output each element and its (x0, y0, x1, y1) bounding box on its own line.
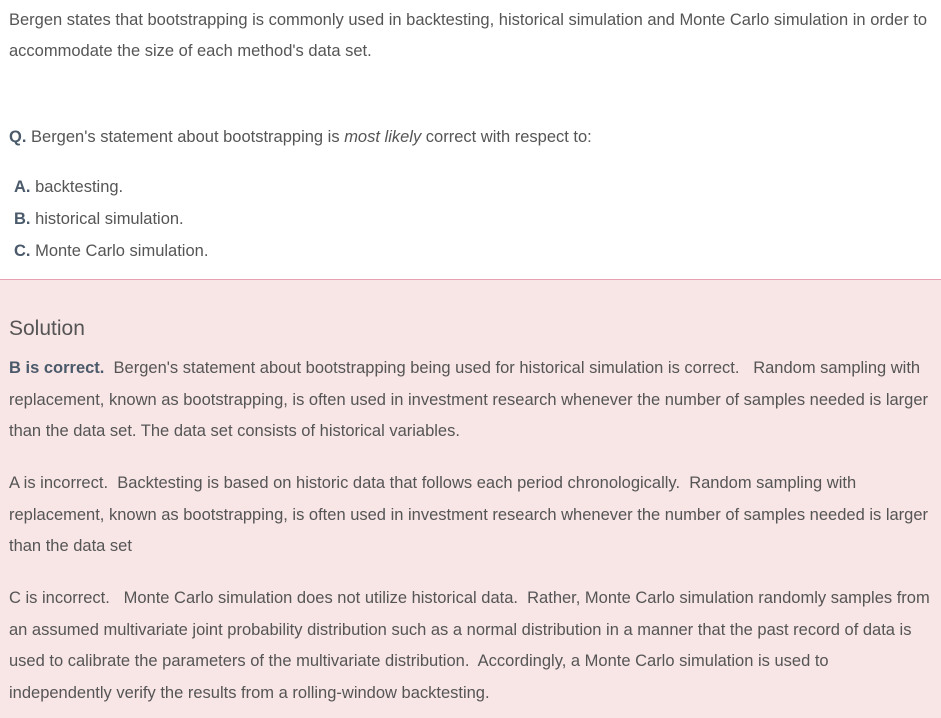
option-b-text: historical simulation. (30, 210, 184, 228)
question-text-after: correct with respect to: (421, 128, 592, 146)
option-c (14, 235, 208, 267)
question-intro: Bergen states that bootstrapping is commonly used in backtesting, historical simulation and Monte Carlo simulation in order to accommodate the size of each method's data set. (9, 11, 928, 60)
question-emphasis: most likely (344, 128, 422, 146)
option-a (14, 171, 208, 203)
correct-answer-explanation: Bergen's statement about bootstrapping being used for historical simulation is correct. Random sampling with replacement, known as bootstrapping, is often used in investment research whenever the number of samples needed is larger than the data set. The data set consists of historical variables. (9, 359, 933, 440)
question-label: Q. (9, 128, 27, 146)
option-a-text: backtesting. (30, 178, 124, 196)
question-text (9, 121, 934, 153)
answer-options (14, 171, 208, 267)
option-b-letter: B. (14, 210, 31, 228)
correct-answer-tag: B is correct. (9, 359, 105, 377)
question-block (0, 0, 941, 279)
solution-paragraph-a: A is incorrect. Backtesting is based on historic data that follows each period chronologically. Random sampling with replacement, known as bootstrapping, is often used in investment research whenever the number of samples needed is larger than the data set (9, 474, 933, 555)
option-b (14, 203, 208, 235)
solution-paragraph-correct (9, 353, 934, 448)
solution-paragraph-c: C is incorrect. Monte Carlo simulation does not utilize historical data. Rather, Monte Carlo simulation randomly samples from an assumed multivariate joint probability distribution such as a normal distribution in a manner that the past record of data is used to calibrate the parameters of the multivariate distribution. Accordingly, a Monte Carlo simulation is used to independently verify the results from a rolling-window backtesting. (9, 589, 935, 702)
question-text-before: Bergen's statement about bootstrapping is (26, 128, 345, 146)
option-c-text: Monte Carlo simulation. (30, 242, 209, 260)
option-c-letter: C. (14, 242, 31, 260)
solution-title: Solution (9, 317, 85, 340)
option-a-letter: A. (14, 178, 31, 196)
solution-block (0, 279, 941, 718)
